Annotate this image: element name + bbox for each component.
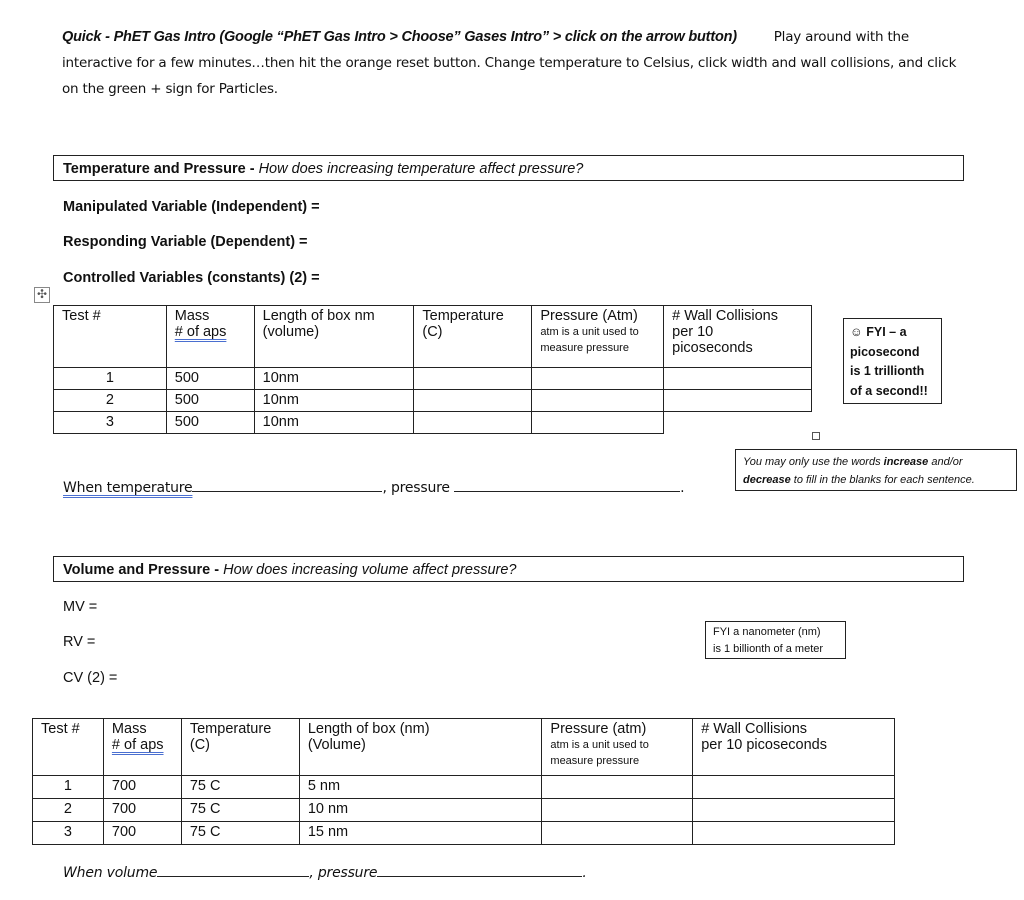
s2-row2-wall-cell[interactable] xyxy=(693,799,895,822)
section2-question: How does increasing volume affect pressure? xyxy=(223,562,517,578)
word-restriction-note: You may only use the words increase and/or decrease to fill in the blanks for each sentence. xyxy=(735,449,1017,491)
s2-sentence-mid: , pressure xyxy=(309,865,378,881)
section1-question: How does increasing temperature affect pressure? xyxy=(258,161,584,177)
s2-row2-test: 2 xyxy=(33,799,104,822)
s1-row3-pressure-cell[interactable] xyxy=(532,412,664,434)
section2-title-box xyxy=(53,556,964,582)
s1-header-temperature: Temperature (C) xyxy=(414,306,532,368)
s2-header-temperature: Temperature (C) xyxy=(181,719,299,776)
section2-table xyxy=(32,718,895,845)
table-row xyxy=(54,412,812,434)
s1-sentence-end: . xyxy=(680,480,685,496)
s1-row2-wall-cell[interactable] xyxy=(664,390,812,412)
s1-row2-mass: 500 xyxy=(166,390,254,412)
s2-blank-1[interactable] xyxy=(157,862,309,877)
s1-sentence-mid: , pressure xyxy=(382,480,450,496)
fyi-line3: is 1 trillionth xyxy=(850,364,925,378)
s2-header-pressure: Pressure (atm) atm is a unit used to measure pressure xyxy=(542,719,693,776)
s1-row3-mass: 500 xyxy=(166,412,254,434)
section1-title-box xyxy=(53,155,964,181)
s2-header-test: Test # xyxy=(33,719,104,776)
s2-header-length: Length of box (nm) (Volume) xyxy=(299,719,542,776)
s1-row1-mass: 500 xyxy=(166,368,254,390)
section1-title: Temperature and Pressure xyxy=(63,161,246,177)
section1-rv-label: Responding Variable (Dependent) = xyxy=(63,234,308,250)
section1-sentence xyxy=(63,477,684,496)
s1-row2-length: 10nm xyxy=(254,390,414,412)
s1-blank-1[interactable] xyxy=(192,477,382,492)
s2-row2-pressure-cell[interactable] xyxy=(542,799,693,822)
s2-row2-temp: 75 C xyxy=(181,799,299,822)
intro-paragraph xyxy=(62,24,962,102)
s2-sentence-end: . xyxy=(582,865,587,881)
table-row xyxy=(33,776,895,799)
section1-table xyxy=(53,305,812,434)
table-row xyxy=(33,799,895,822)
section2-title: Volume and Pressure xyxy=(63,562,211,578)
s1-row2-test: 2 xyxy=(54,390,167,412)
s1-blank-2[interactable] xyxy=(454,477,680,492)
table-move-handle-icon[interactable]: ✣ xyxy=(34,287,50,303)
s2-row1-pressure-cell[interactable] xyxy=(542,776,693,799)
section2-dash: - xyxy=(210,562,224,578)
section2-cv-label: CV (2) = xyxy=(63,670,118,686)
section2-mv-label: MV = xyxy=(63,599,98,615)
s2-row1-test: 1 xyxy=(33,776,104,799)
section1-mv-label: Manipulated Variable (Independent) = xyxy=(63,199,320,215)
intro-bold-instruction: Quick - PhET Gas Intro (Google “PhET Gas Intro > Choose” Gases Intro” > click on the arrow button) xyxy=(62,29,737,45)
s1-row1-test: 1 xyxy=(54,368,167,390)
table-row xyxy=(54,368,812,390)
s2-row3-length: 15 nm xyxy=(299,822,542,845)
s1-row3-length: 10nm xyxy=(254,412,414,434)
s1-row2-temperature-cell[interactable] xyxy=(414,390,532,412)
s2-row3-wall-cell[interactable] xyxy=(693,822,895,845)
s2-row3-pressure-cell[interactable] xyxy=(542,822,693,845)
resize-handle-icon[interactable] xyxy=(812,432,820,440)
s1-row3-temperature-cell[interactable] xyxy=(414,412,532,434)
nm-fyi-line2: is 1 billionth of a meter xyxy=(713,643,824,655)
s2-header-wall-collisions: # Wall Collisions per 10 picoseconds xyxy=(693,719,895,776)
s2-row3-mass: 700 xyxy=(103,822,181,845)
s1-sentence-start: When temperature xyxy=(63,480,193,496)
fyi-line4: of a second!! xyxy=(850,383,928,398)
s1-row1-temperature-cell[interactable] xyxy=(414,368,532,390)
section1-table-header-row xyxy=(54,306,812,368)
table-row xyxy=(54,390,812,412)
s2-row1-length: 5 nm xyxy=(299,776,542,799)
s1-header-length: Length of box nm (volume) xyxy=(254,306,414,368)
section1-dash: - xyxy=(245,161,259,177)
s1-header-mass: Mass # of aps xyxy=(166,306,254,368)
s1-row1-length: 10nm xyxy=(254,368,414,390)
s2-sentence-start: When volume xyxy=(63,865,158,881)
s2-row2-mass: 700 xyxy=(103,799,181,822)
s1-header-test: Test # xyxy=(54,306,167,368)
s2-header-mass: Mass # of aps xyxy=(103,719,181,776)
s1-row3-test: 3 xyxy=(54,412,167,434)
picosecond-fyi-box xyxy=(843,318,942,404)
s2-row3-test: 3 xyxy=(33,822,104,845)
section1-cv-label: Controlled Variables (constants) (2) = xyxy=(63,270,320,286)
s2-row1-wall-cell[interactable] xyxy=(693,776,895,799)
s2-row1-temp: 75 C xyxy=(181,776,299,799)
s1-row2-pressure-cell[interactable] xyxy=(532,390,664,412)
s1-row1-wall-cell[interactable] xyxy=(664,368,812,390)
section2-sentence xyxy=(63,862,587,881)
section2-table-header-row xyxy=(33,719,895,776)
s2-row1-mass: 700 xyxy=(103,776,181,799)
fyi-line2: picosecond xyxy=(850,344,920,359)
s2-blank-2[interactable] xyxy=(377,862,582,877)
section2-rv-label: RV = xyxy=(63,634,96,650)
fyi-line1: ☺ FYI – a xyxy=(850,325,907,339)
s1-row1-pressure-cell[interactable] xyxy=(532,368,664,390)
s2-row3-temp: 75 C xyxy=(181,822,299,845)
intro-handwritten-instruction: Play around with the interactive for a few minutes…then hit the orange reset button. Change temperature to Celsius, click width and wall collisions, and click on the green + sign for Particles. xyxy=(62,29,957,97)
nanometer-fyi-box xyxy=(705,621,846,659)
nm-fyi-line1: FYI a nanometer (nm) xyxy=(713,626,821,638)
s1-header-wall-collisions: # Wall Collisions per 10 picoseconds xyxy=(664,306,812,368)
s2-row2-length: 10 nm xyxy=(299,799,542,822)
s1-header-pressure: Pressure (Atm) atm is a unit used to measure pressure xyxy=(532,306,664,368)
table-row xyxy=(33,822,895,845)
